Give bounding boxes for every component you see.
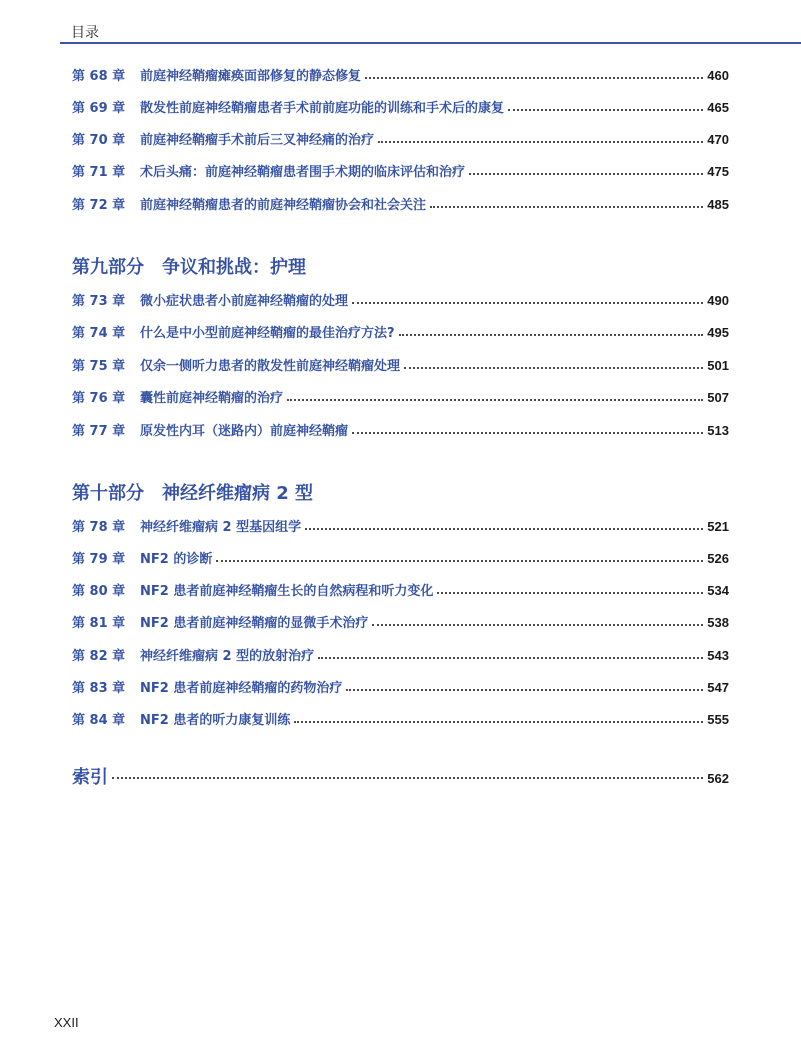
page-number: 547 [707,680,729,695]
toc-entry-82[interactable] [72,646,729,666]
toc-entry-80[interactable] [72,581,729,601]
leader-dots [508,109,703,111]
page-number: 534 [707,583,729,598]
page-header [60,18,801,44]
chapter-number: 第 75 章 [72,359,126,374]
chapter-title: 仅余一侧听力患者的散发性前庭神经鞘瘤处理 [140,359,401,374]
toc-entry-74[interactable] [72,323,729,343]
page-number: 538 [707,615,729,630]
header-title: 目录 [71,25,99,41]
page-number: 485 [707,197,729,212]
toc-entry-71[interactable] [72,162,729,182]
page-number: 465 [707,100,729,115]
toc-entry-index[interactable] [72,763,729,787]
leader-dots [318,657,703,659]
leader-dots [399,334,704,336]
page-number: 543 [707,648,729,663]
leader-dots [469,173,703,175]
toc-entry-69[interactable] [72,98,729,118]
chapter-number: 第 81 章 [72,616,126,631]
toc-entry-70[interactable] [72,130,729,150]
toc-entry-79[interactable] [72,549,729,569]
chapter-number: 第 72 章 [72,198,126,213]
leader-dots [294,721,703,723]
toc-entry-77[interactable] [72,421,729,441]
page-number: 507 [707,390,729,405]
header-rule [60,42,801,44]
toc-entry-84[interactable] [72,710,729,730]
chapter-number: 第 73 章 [72,294,126,309]
toc-entry-81[interactable] [72,613,729,633]
chapter-title: 术后头痛：前庭神经鞘瘤患者围手术期的临床评估和治疗 [140,165,466,180]
leader-dots [346,689,703,691]
chapter-number: 第 77 章 [72,424,126,439]
leader-dots [404,367,703,369]
footer-page-number: XXII [54,1015,79,1030]
chapter-title: 前庭神经鞘瘤患者的前庭神经鞘瘤协会和社会关注 [140,198,427,213]
chapter-number: 第 79 章 [72,552,126,567]
index-title: 索引 [72,767,108,788]
chapter-number: 第 70 章 [72,133,126,148]
chapter-number: 第 83 章 [72,681,126,696]
leader-dots [372,624,703,626]
page-number: 490 [707,293,729,308]
chapter-number: 第 68 章 [72,69,126,84]
leader-dots [437,592,703,594]
chapter-number: 第 78 章 [72,520,126,535]
toc-entry-73[interactable] [72,291,729,311]
leader-dots [352,432,703,434]
chapter-number: 第 82 章 [72,649,126,664]
chapter-title: NF2 的诊断 [140,552,213,567]
chapter-title: 什么是中小型前庭神经鞘瘤的最佳治疗方法? [140,326,395,341]
section-heading-9[interactable]: 第九部分 争议和挑战：护理 [72,257,306,278]
toc-entry-83[interactable] [72,678,729,698]
leader-dots [216,560,703,562]
leader-dots [365,77,703,79]
chapter-title: 前庭神经鞘瘤瘫痪面部修复的静态修复 [140,69,362,84]
toc-entry-68[interactable] [72,66,729,86]
chapter-title: 神经纤维瘤病 2 型基因组学 [140,520,302,535]
leader-dots [378,141,703,143]
chapter-number: 第 76 章 [72,391,126,406]
page-number: 501 [707,358,729,373]
toc-entry-72[interactable] [72,195,729,215]
toc-entry-78[interactable] [72,517,729,537]
leader-dots [287,399,703,401]
chapter-title: 神经纤维瘤病 2 型的放射治疗 [140,649,315,664]
page-number: 475 [707,164,729,179]
leader-dots [430,206,703,208]
leader-dots [305,528,703,530]
page-number: 513 [707,423,729,438]
toc-entry-75[interactable] [72,356,729,376]
chapter-number: 第 71 章 [72,165,126,180]
chapter-number: 第 69 章 [72,101,126,116]
chapter-title: NF2 患者前庭神经鞘瘤生长的自然病程和听力变化 [140,584,434,599]
chapter-title: 微小症状患者小前庭神经鞘瘤的处理 [140,294,349,309]
page-number: 521 [707,519,729,534]
section-heading-10[interactable]: 第十部分 神经纤维瘤病 2 型 [72,483,314,504]
chapter-title: 前庭神经鞘瘤手术前后三叉神经痛的治疗 [140,133,375,148]
chapter-title: NF2 患者的听力康复训练 [140,713,291,728]
page-number: 495 [707,325,729,340]
page-number: 526 [707,551,729,566]
page-number: 470 [707,132,729,147]
leader-dots [112,777,703,779]
page-number: 562 [707,771,729,786]
leader-dots [352,302,703,304]
toc-entry-76[interactable] [72,388,729,408]
chapter-number: 第 80 章 [72,584,126,599]
page-number: 555 [707,712,729,727]
page-number: 460 [707,68,729,83]
chapter-title: NF2 患者前庭神经鞘瘤的药物治疗 [140,681,343,696]
chapter-title: 散发性前庭神经鞘瘤患者手术前前庭功能的训练和手术后的康复 [140,101,505,116]
chapter-number: 第 74 章 [72,326,126,341]
chapter-title: 原发性内耳（迷路内）前庭神经鞘瘤 [140,424,349,439]
chapter-number: 第 84 章 [72,713,126,728]
chapter-title: 囊性前庭神经鞘瘤的治疗 [140,391,284,406]
chapter-title: NF2 患者前庭神经鞘瘤的显微手术治疗 [140,616,369,631]
